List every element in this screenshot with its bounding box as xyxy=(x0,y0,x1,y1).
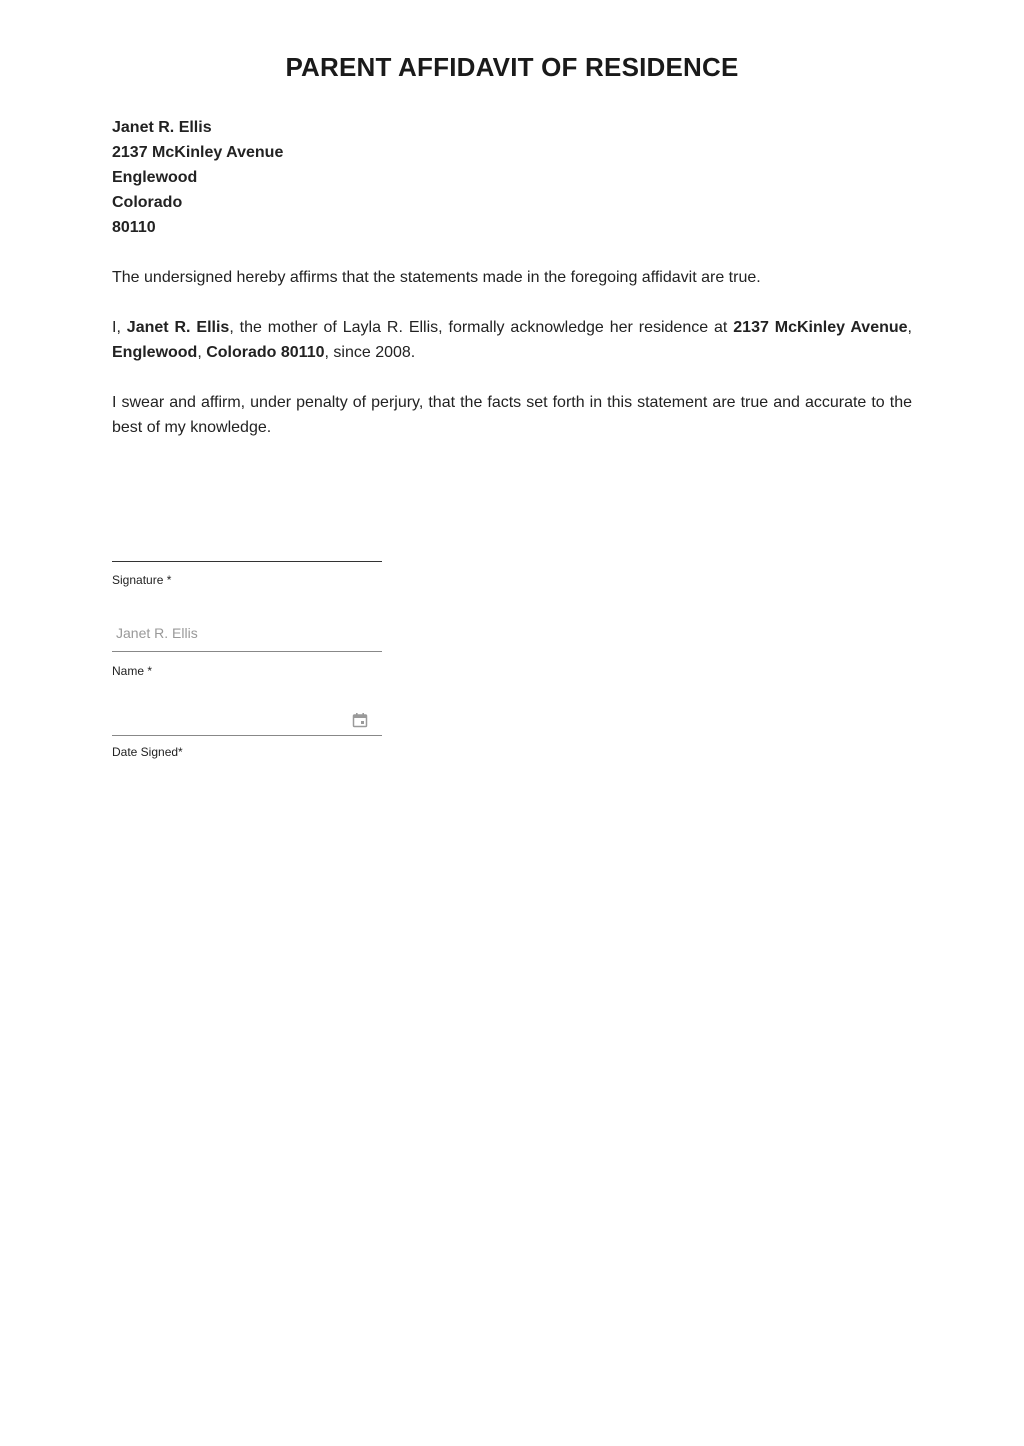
name-input[interactable]: Janet R. Ellis xyxy=(112,616,382,652)
address-state: Colorado xyxy=(112,194,183,211)
statement-sep2: , xyxy=(197,344,207,361)
signature-label: Signature * xyxy=(112,573,172,587)
statement-sep1: , xyxy=(907,319,912,336)
address-name: Janet R. Ellis xyxy=(112,119,212,136)
address-zip: 80110 xyxy=(112,219,156,236)
affirmation-paragraph: The undersigned hereby affirms that the statements made in the foregoing affidavit are true. xyxy=(112,269,761,286)
name-label: Name * xyxy=(112,664,153,678)
date-signed-input[interactable] xyxy=(112,700,382,736)
address-city: Englewood xyxy=(112,169,198,186)
statement-prefix: I, xyxy=(112,319,127,336)
statement-suffix: , since 2008. xyxy=(324,344,416,361)
statement-street: 2137 McKinley Avenue xyxy=(733,319,908,336)
signature-field[interactable] xyxy=(112,561,382,562)
document-title: PARENT AFFIDAVIT OF RESIDENCE xyxy=(285,52,739,82)
document-body xyxy=(112,115,912,440)
statement-name: Janet R. Ellis xyxy=(126,319,230,336)
oath-paragraph: I swear and affirm, under penalty of perjury, that the facts set forth in this statement are true and accurate to the best of my knowledge. xyxy=(112,394,912,436)
statement-state-zip: Colorado 80110 xyxy=(206,344,325,361)
address-street: 2137 McKinley Avenue xyxy=(112,144,284,161)
statement-paragraph xyxy=(112,315,912,365)
statement-middle: , the mother of Layla R. Ellis, formally acknowledge her residence at xyxy=(229,319,734,336)
date-signed-label: Date Signed* xyxy=(112,745,183,759)
address-block xyxy=(112,115,912,240)
calendar-icon[interactable] xyxy=(352,712,368,728)
statement-city: Englewood xyxy=(112,344,198,361)
